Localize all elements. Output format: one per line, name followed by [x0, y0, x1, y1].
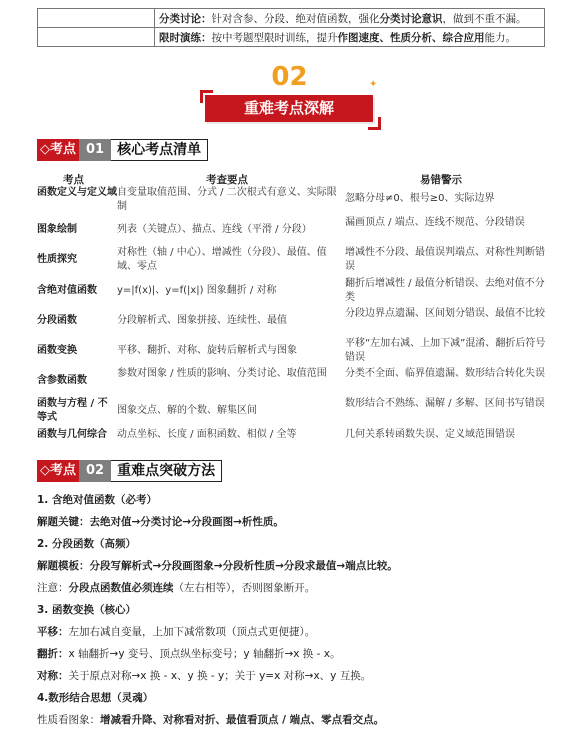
row-bold: 分类讨论意识: [379, 12, 443, 25]
warning-cell: 平移“左加右减、上加下减”混淆、翻折后符号错误: [345, 338, 546, 363]
section2-header: [37, 460, 222, 482]
section-title: 核心考点清单: [111, 139, 208, 161]
warning-cell: 忽略分母≠0、根号≥0、实际边界: [345, 193, 495, 204]
warning-cell: 漏画顶点 / 端点、连线不规范、分段错误: [345, 217, 525, 228]
column-header-warning: 易错警示: [420, 174, 462, 186]
topic-cell: 分段函数: [37, 315, 77, 326]
points-cell: 平移、翻折、对称、旋转后解析式与图象: [117, 345, 297, 356]
method-line: 对称：关于原点对称→x 换 - x、y 换 - y；关于 y=x 对称→x、y 互换。: [37, 670, 372, 682]
method-heading: 4.数形结合思想（灵魂）: [37, 692, 154, 704]
row-text-end: 能力。: [484, 31, 516, 44]
top-strategy-table: [37, 8, 545, 47]
topic-cell: 函数与几何综合: [37, 429, 107, 440]
points-cell: 参数对图象 / 性质的影响、分类讨论、取值范围: [117, 368, 327, 379]
method-heading: 1. 含绝对值函数（必考）: [37, 494, 157, 506]
column-header-topic: 考点: [63, 174, 84, 186]
section-number: 02: [271, 62, 308, 92]
section1-header: [37, 139, 208, 161]
topic-cell: 函数定义与定义域: [37, 187, 117, 198]
topic-cell: 性质探究: [37, 254, 77, 265]
row-label: 限时演练：: [159, 31, 212, 44]
warning-cell: 分段边界点遗漏、区间划分错误、最值不比较: [345, 308, 545, 319]
method-line: 解题关键：去绝对值→分类讨论→分段画图→析性质。: [37, 516, 284, 528]
method-line: 解题模板：分段写解析式→分段画图象→分段析性质→分段求最值→端点比较。: [37, 560, 398, 572]
table-row: [38, 9, 545, 28]
section-tag: ◇考点: [37, 460, 79, 482]
method-heading: 3. 函数变换（核心）: [37, 604, 136, 616]
warning-cell: 分类不全面、临界值遗漏、数形结合转化失误: [345, 368, 545, 379]
banner-corner-right: [368, 117, 381, 130]
points-cell: 动点坐标、长度 / 面积函数、相似 / 全等: [117, 429, 297, 440]
topic-cell: 含参数函数: [37, 375, 87, 386]
points-cell: 自变量取值范围、分式 / 二次根式有意义、实际限制: [117, 187, 337, 212]
row-text: 按中考题型限时训练，提升: [211, 31, 338, 44]
row-text-end: ，做到不重不漏。: [442, 12, 527, 25]
method-line: 注意：分段点函数值必须连续（左右相等），否则图象断开。: [37, 582, 316, 594]
warning-cell: 增减性不分段、最值误判端点、对称性判断错误: [345, 247, 545, 272]
column-header-points: 考查要点: [206, 174, 248, 186]
topic-cell: 含绝对值函数: [37, 285, 97, 296]
method-line: 平移：左加右减自变量，上加下减常数项（顶点式更便捷）。: [37, 626, 316, 638]
warning-cell: 翻折后增减性 / 最值分析错误、去绝对值不分类: [345, 278, 545, 303]
row-bold: 作图速度、性质分析、综合应用: [337, 31, 485, 44]
row-text: 针对含参、分段、绝对值函数，强化: [211, 12, 380, 25]
points-cell: 对称性（轴 / 中心）、增减性（分段）、最值、值域、零点: [117, 247, 327, 272]
points-cell: 分段解析式、图象拼接、连续性、最值: [117, 315, 287, 326]
table-row: [38, 28, 545, 47]
topic-cell: 函数变换: [37, 345, 77, 356]
method-heading: 2. 分段函数（高频）: [37, 538, 136, 550]
warning-cell: 数形结合不熟练、漏解 / 多解、区间书写错误: [345, 398, 545, 409]
star-icon: ✦: [369, 79, 378, 90]
points-cell: 图象交点、解的个数、解集区间: [117, 405, 257, 416]
section-tag: ◇考点: [37, 139, 79, 161]
method-line: 性质看图象：增减看升降、对称看对折、最值看顶点 / 端点、零点看交点。: [37, 714, 385, 726]
topic-cell: 函数与方程 / 不等式: [37, 398, 108, 423]
section-num: 02: [79, 460, 111, 482]
points-cell: y=|f(x)|、y=f(|x|) 图象翻折 / 对称: [117, 285, 277, 296]
row-label: 分类讨论：: [159, 12, 212, 25]
section-banner: 重难考点深解: [205, 95, 373, 122]
topic-cell: 图象绘制: [37, 224, 77, 235]
section-title: 重难点突破方法: [111, 460, 222, 482]
points-cell: 列表（关键点）、描点、连线（平滑 / 分段）: [117, 224, 312, 235]
section-num: 01: [79, 139, 111, 161]
method-line: 翻折：x 轴翻折→y 变号、顶点纵坐标变号；y 轴翻折→x 换 - x。: [37, 648, 341, 660]
warning-cell: 几何关系转函数失误、定义域范围错误: [345, 429, 515, 440]
